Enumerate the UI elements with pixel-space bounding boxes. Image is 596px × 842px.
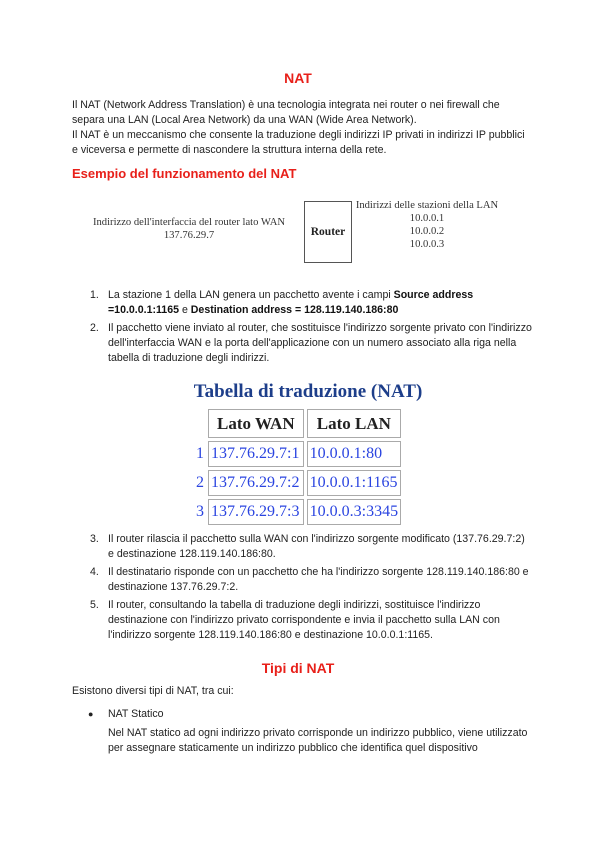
wan-label-text: Indirizzo dell'interfaccia del router lato WAN bbox=[92, 217, 286, 228]
table-row bbox=[189, 441, 401, 467]
nat-table-title: Tabella di traduzione (NAT) bbox=[193, 381, 423, 402]
step-text: Il router rilascia il pacchetto sulla WAN con l'indirizzo sorgente modificato (137.76.29.7:2) e destinazione 128.119.140.186:80. bbox=[108, 533, 525, 560]
page-title: NAT bbox=[284, 70, 312, 86]
table-row bbox=[189, 499, 401, 525]
row-number: 3 bbox=[196, 503, 204, 520]
list-item bbox=[72, 532, 532, 562]
nat-table bbox=[186, 406, 404, 528]
row-number: 2 bbox=[196, 474, 204, 491]
step-text-joiner: e bbox=[179, 304, 191, 316]
list-item bbox=[72, 321, 532, 366]
intro-paragraph-2: Il NAT è un meccanismo che consente la traduzione degli indirizzi IP privati in indirizzi IP pubblici e viceversa e permette di nascondere la struttura interna della rete. bbox=[72, 129, 525, 156]
router-diagram bbox=[72, 194, 532, 270]
header-wan: Lato WAN bbox=[208, 409, 304, 438]
wan-interface-label bbox=[78, 216, 300, 242]
source-address: Source address =10.0.0.1:1165 bbox=[108, 289, 474, 316]
header-lan: Lato LAN bbox=[307, 409, 401, 438]
wan-cell: 137.76.29.7:3 bbox=[208, 499, 304, 525]
lan-ip-2: 10.0.0.2 bbox=[409, 226, 445, 237]
section-title-types: Tipi di NAT bbox=[261, 660, 335, 676]
intro-paragraph-1: Il NAT (Network Address Translation) è una tecnologia integrata nei router o nei firewall che separa una LAN (Local Area Network) da una WAN (Wide Area Network). bbox=[72, 99, 500, 126]
list-item bbox=[72, 288, 532, 318]
wan-cell: 137.76.29.7:2 bbox=[208, 470, 304, 496]
wan-cell: 137.76.29.7:1 bbox=[208, 441, 304, 467]
lan-cell: 10.0.0.1:80 bbox=[307, 441, 401, 467]
steps-list-b bbox=[72, 532, 532, 646]
wan-ip: 137.76.29.7 bbox=[163, 230, 215, 241]
lan-cell: 10.0.0.3:3345 bbox=[307, 499, 401, 525]
step-text: Il pacchetto viene inviato al router, che sostituisce l'indirizzo sorgente privato con l'indirizzo dell'interfaccia WAN e la porta dell'applicazione con un numero associato alla riga nella tabella di traduzione degli indirizzi. bbox=[108, 322, 532, 364]
destination-address: Destination address = 128.119.140.186:80 bbox=[190, 304, 399, 316]
step-text: Il router, consultando la tabella di traduzione degli indirizzi, sostituisce l'indirizzo destinazione con l'indirizzo privato corrispondente e invia il pacchetto sulla LAN con l'indirizzo sorgente 128.119.140.186:80 e destinazione 10.0.0.1:1165. bbox=[108, 599, 500, 641]
step-number: 3. bbox=[90, 533, 99, 545]
table-row bbox=[189, 470, 401, 496]
types-intro: Esistono diversi tipi di NAT, tra cui: bbox=[72, 685, 234, 697]
bullet-icon: ● bbox=[88, 709, 94, 719]
header-blank bbox=[189, 409, 205, 438]
intro-text bbox=[72, 98, 532, 158]
step-number: 2. bbox=[90, 322, 99, 334]
steps-list-a bbox=[72, 288, 532, 369]
router-box bbox=[304, 201, 352, 263]
type-name: NAT Statico bbox=[108, 708, 164, 720]
step-text: La stazione 1 della LAN genera un pacchetto avente i campi bbox=[108, 289, 394, 301]
lan-ip-1: 10.0.0.1 bbox=[409, 213, 445, 224]
lan-stations-label bbox=[352, 199, 502, 251]
table-header-row bbox=[189, 409, 401, 438]
lan-ip-3: 10.0.0.3 bbox=[409, 239, 445, 250]
lan-cell: 10.0.0.1:1165 bbox=[307, 470, 401, 496]
router-label: Router bbox=[310, 226, 346, 238]
type-description: Nel NAT statico ad ogni indirizzo privato corrisponde un indirizzo pubblico, viene utilizzato per assegnare staticamente un indirizzo pubblico che identifica quel dispositivo bbox=[108, 727, 528, 754]
step-number: 4. bbox=[90, 566, 99, 578]
section-title-example: Esempio del funzionamento del NAT bbox=[72, 166, 297, 181]
step-number: 1. bbox=[90, 289, 99, 301]
types-list bbox=[72, 707, 532, 756]
list-item bbox=[72, 598, 532, 643]
list-item bbox=[72, 565, 532, 595]
row-number: 1 bbox=[196, 445, 204, 462]
step-number: 5. bbox=[90, 599, 99, 611]
lan-label-text: Indirizzi delle stazioni della LAN bbox=[355, 200, 499, 211]
step-text: Il destinatario risponde con un pacchetto che ha l'indirizzo sorgente 128.119.140.186:80 e destinazione 137.76.29.7:2. bbox=[108, 566, 529, 593]
list-item bbox=[72, 707, 532, 756]
